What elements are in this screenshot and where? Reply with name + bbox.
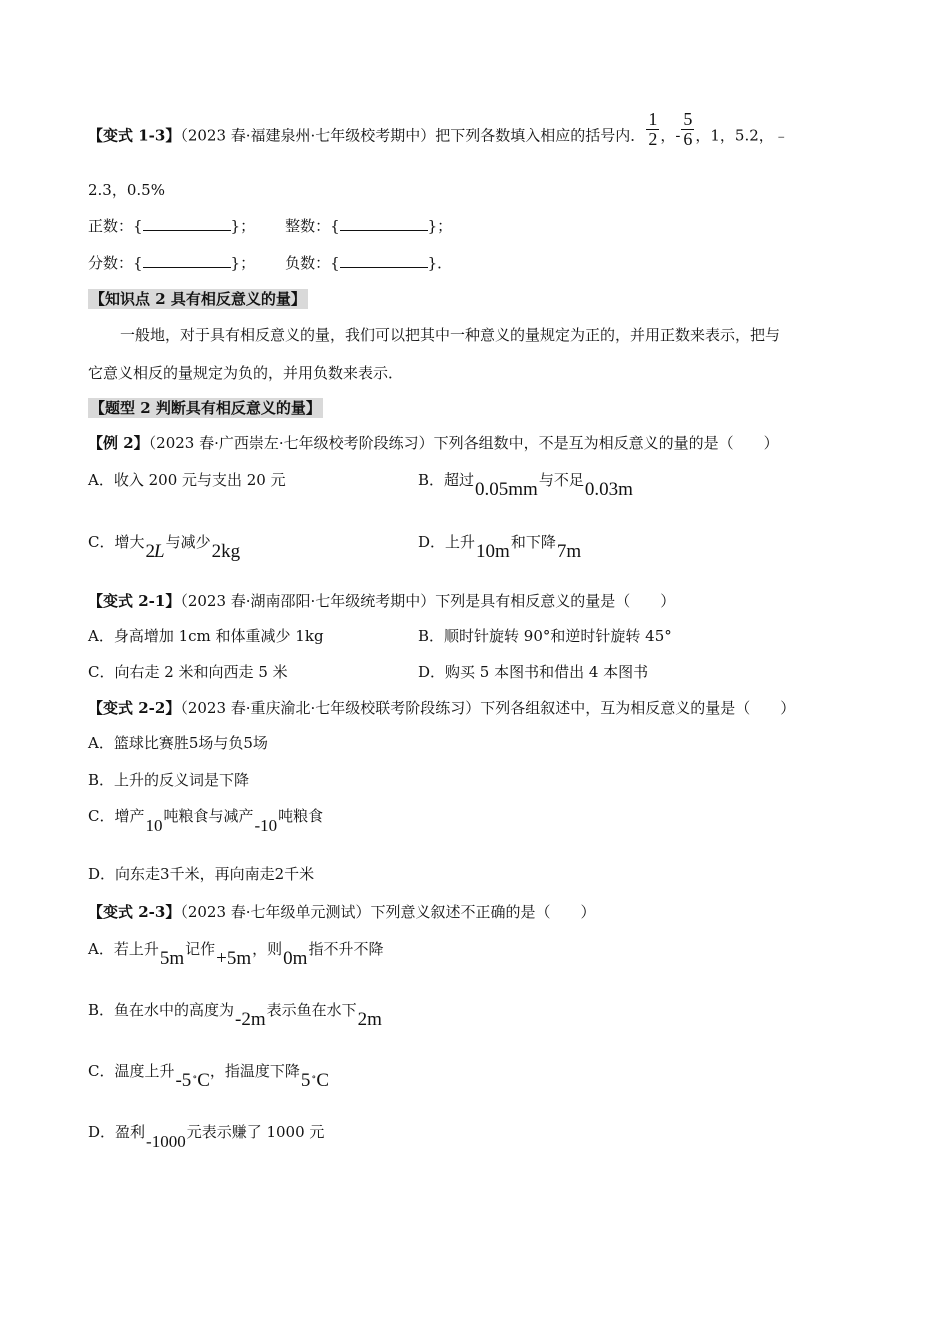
option-d[interactable]: D．向东走3千米，再向南走2千米 — [88, 865, 315, 883]
knowledge-paragraph-line-1: 一般地，对于具有相反意义的量，我们可以把其中一种意义的量规定为正的，并用正数来表示，把与 — [120, 326, 781, 344]
question-type-2-title: 【题型 2 判断具有相反意义的量】 — [90, 399, 321, 417]
positive-int-row — [88, 216, 452, 236]
option-d[interactable]: D．购买 5 本图书和借出 4 本图书 — [418, 663, 649, 681]
positive-label: 正数：{ — [88, 217, 143, 235]
option-c[interactable]: C．向右走 2 米和向西走 5 米 — [88, 663, 288, 681]
negative-blank[interactable] — [340, 253, 428, 268]
option-b[interactable]: B．鱼在水中的高度为-2m表示鱼在水下2m — [88, 1001, 382, 1030]
negative-label: 负数：{ — [285, 254, 340, 272]
question-text: （2023 春·福建泉州·七年级校考期中）把下列各数填入相应的括号内． — [180, 126, 646, 145]
fraction-neg-row — [88, 253, 452, 273]
close-brace: }； — [230, 254, 256, 272]
knowledge-point-2-title: 【知识点 2 具有相反意义的量】 — [90, 290, 306, 308]
close-brace-end: }． — [427, 254, 453, 272]
fraction-blank[interactable] — [143, 253, 231, 268]
variant-2-3-question — [88, 902, 596, 922]
variant-tag: 【变式 2-3】 — [88, 903, 181, 921]
question-text: （2023 春·广西崇左·七年级校考阶段练习）下列各组数中，不是互为相反意义的量的是（ ） — [148, 434, 779, 452]
option-a[interactable]: A．身高增加 1cm 和体重减少 1kg — [88, 627, 324, 645]
example-tag: 【例 2】 — [88, 434, 149, 452]
variant-1-3-question — [88, 109, 789, 149]
number-list: ，1，5.2，﹣ — [695, 126, 789, 145]
separator: ，- — [660, 126, 681, 145]
option-b[interactable]: B．顺时针旋转 90°和逆时针旋转 45° — [418, 627, 672, 645]
option-b[interactable]: B．超过0.05mm与不足0.03m — [418, 471, 633, 500]
degree-symbol: ∘ — [192, 1072, 198, 1083]
option-c[interactable]: C．增产10吨粮食与减产-10吨粮食 — [88, 807, 324, 835]
variant-tag: 【变式 1-3】 — [88, 126, 181, 145]
variant-2-2-question — [88, 698, 795, 718]
question-text: （2023 春·湖南邵阳·七年级统考期中）下列是具有相反意义的量是（ ） — [180, 592, 676, 610]
number-list-continued: 2.3，0.5% — [88, 181, 165, 199]
close-brace: }； — [230, 217, 256, 235]
degree-symbol: ∘ — [311, 1072, 317, 1083]
question-text: （2023 春·七年级单元测试）下列意义叙述不正确的是（ ） — [180, 903, 596, 921]
variant-tag: 【变式 2-2】 — [88, 699, 181, 717]
fraction-half: $\frac{1}{2}$ — [648, 109, 658, 149]
positive-blank[interactable] — [143, 216, 231, 231]
option-a[interactable]: A．收入 200 元与支出 20 元 — [88, 471, 286, 489]
variant-tag: 【变式 2-1】 — [88, 592, 181, 610]
option-c[interactable]: C．温度上升-5∘C，指温度下降5∘C — [88, 1062, 330, 1091]
option-c[interactable]: C．增大2L与减少2kg — [88, 533, 241, 562]
variant-2-1-question — [88, 591, 675, 611]
fraction-five-sixths: $\frac{5}{6}$ — [683, 109, 693, 149]
option-b[interactable]: B．上升的反义词是下降 — [88, 771, 250, 789]
integer-label: 整数：{ — [285, 217, 340, 235]
fraction-label: 分数：{ — [88, 254, 143, 272]
option-a[interactable]: A．若上升5m记作+5m，则0m指不升不降 — [88, 940, 384, 969]
close-brace: }； — [427, 217, 453, 235]
integer-blank[interactable] — [340, 216, 428, 231]
example-2-question — [88, 433, 779, 453]
question-text: （2023 春·重庆渝北·七年级校联考阶段练习）下列各组叙述中，互为相反意义的量是（ ） — [180, 699, 796, 717]
option-a[interactable]: A．篮球比赛胜5场与负5场 — [88, 734, 268, 752]
option-d[interactable]: D．上升10m和下降7m — [418, 533, 582, 562]
knowledge-paragraph-line-2: 它意义相反的量规定为负的，并用负数来表示． — [88, 364, 404, 382]
option-d[interactable]: D．盈利-1000元表示赚了 1000 元 — [88, 1123, 325, 1151]
